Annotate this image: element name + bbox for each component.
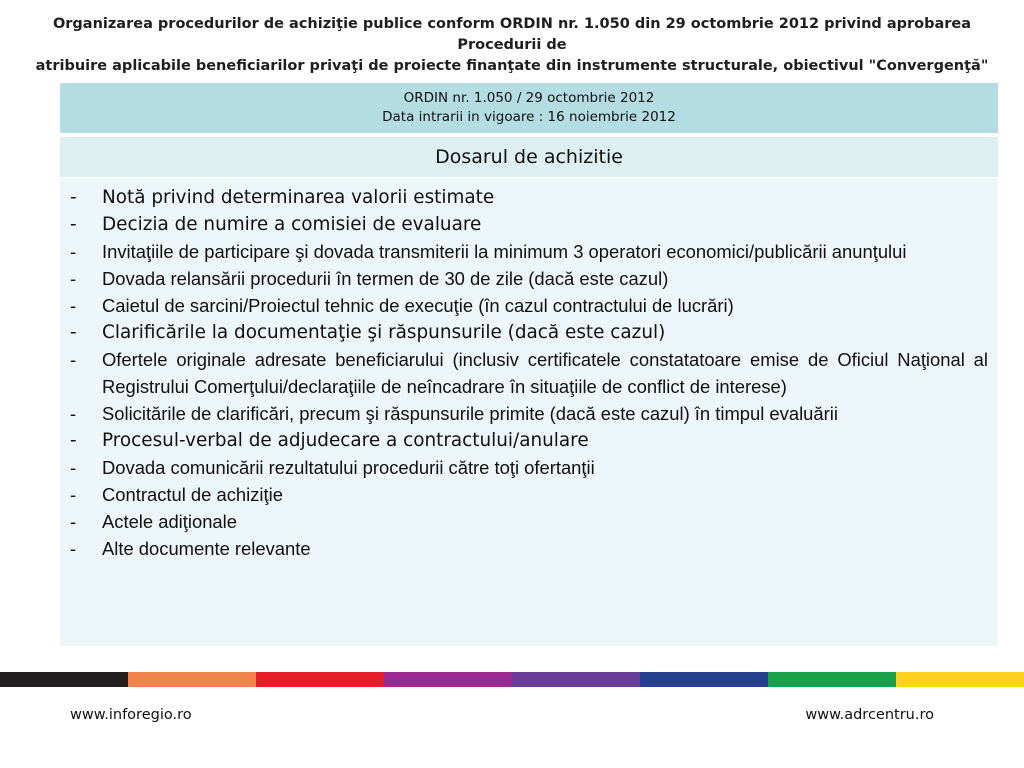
list-item-text: Alte documente relevante	[102, 538, 311, 559]
stripe-segment	[896, 672, 1024, 687]
list-item	[70, 265, 988, 292]
stripe-segment	[512, 672, 640, 687]
stripe-segment	[384, 672, 512, 687]
list-item-text: Ofertele originale adresate beneficiarului (inclusiv certificatele constatatoare emise de Oficiul Naţional al Registrului Comerţului/declaraţiile de neîncadrare în situaţiile de conflict de interese)	[102, 349, 988, 397]
table-subheader: Dosarul de achizitie	[60, 137, 998, 178]
list-dash: -	[70, 511, 77, 532]
list-item	[70, 292, 988, 319]
list-dash: -	[70, 187, 77, 208]
list-dash: -	[70, 268, 77, 289]
stripe-segment	[768, 672, 896, 687]
stripe-segment	[128, 672, 256, 687]
slide-title-line-1: Organizarea procedurilor de achiziţie publice conform ORDIN nr. 1.050 din 29 octombrie 2012 privind aprobarea Procedurii de	[52, 16, 972, 53]
list-item	[70, 454, 988, 481]
list-item-text: Solicitările de clarificări, precum şi răspunsurile primite (dacă este cazul) în timpul evaluării	[102, 403, 838, 424]
list-item-text: Clarificările la documentaţie şi răspunsurile (dacă este cazul)	[102, 322, 666, 343]
list-dash: -	[70, 349, 77, 370]
list-item-text: Contractul de achiziţie	[102, 484, 283, 505]
list-item	[70, 508, 988, 535]
list-dash: -	[70, 457, 77, 478]
list-item-text: Actele adiţionale	[102, 511, 237, 532]
list-item-text: Notă privind determinarea valorii estimate	[102, 187, 495, 208]
slide-title-line-2: atribuire aplicabile beneficiarilor privaţi de proiecte finanţate din instrumente structurale, obiectivul "Convergenţă"	[35, 58, 989, 74]
footer-link-adrcentru[interactable]: www.adrcentru.ro	[805, 707, 934, 723]
list-dash: -	[70, 322, 77, 343]
list-dash: -	[70, 538, 77, 559]
effective-date: Data intrarii in vigoare : 16 noiembrie 2012	[382, 109, 676, 125]
list-item-text: Dovada comunicării rezultatului procedurii către toţi ofertanţii	[102, 457, 595, 478]
list-item	[70, 481, 988, 508]
list-item	[70, 184, 988, 211]
footer-link-inforegio[interactable]: www.inforegio.ro	[70, 707, 192, 723]
color-stripe	[0, 672, 1024, 687]
list-item-text: Dovada relansării procedurii în termen de 30 de zile (dacă este cazul)	[102, 268, 669, 289]
list-item	[70, 535, 988, 562]
list-dash: -	[70, 214, 77, 235]
procurement-table	[60, 83, 998, 646]
table-header	[60, 83, 998, 133]
stripe-segment	[640, 672, 768, 687]
list-item	[70, 238, 988, 265]
slide-title	[10, 14, 1014, 77]
stripe-segment	[256, 672, 384, 687]
list-dash: -	[70, 484, 77, 505]
list-dash: -	[70, 403, 77, 424]
order-number: ORDIN nr. 1.050 / 29 octombrie 2012	[403, 90, 655, 106]
list-dash: -	[70, 295, 77, 316]
list-item-text: Decizia de numire a comisiei de evaluare	[102, 214, 482, 235]
list-dash: -	[70, 241, 77, 262]
list-item	[70, 427, 988, 454]
list-item	[70, 346, 988, 400]
list-item-text: Invitaţiile de participare şi dovada transmiterii la minimum 3 operatori economici/publicării anunţului	[102, 241, 907, 262]
list-item-text: Procesul-verbal de adjudecare a contractului/anulare	[102, 430, 589, 451]
table-body	[60, 178, 998, 646]
list-item-text: Caietul de sarcini/Proiectul tehnic de execuţie (în cazul contractului de lucrări)	[102, 295, 734, 316]
list-dash: -	[70, 430, 77, 451]
list-item	[70, 400, 988, 427]
list-item	[70, 319, 988, 346]
list-item	[70, 211, 988, 238]
document-list	[70, 184, 988, 562]
stripe-segment	[0, 672, 128, 687]
